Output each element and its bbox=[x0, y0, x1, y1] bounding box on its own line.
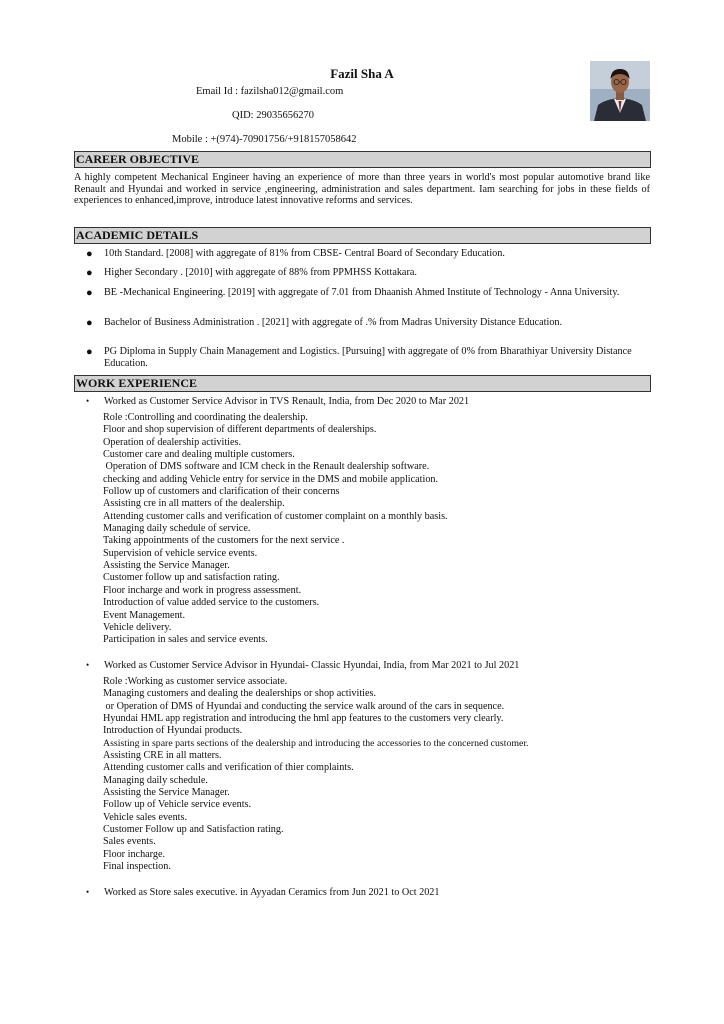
responsibility-line: Managing daily schedule. bbox=[103, 774, 208, 786]
bullet-icon: • bbox=[86, 660, 90, 670]
responsibility-line: checking and adding Vehicle entry for service in the DMS and mobile application. bbox=[103, 473, 439, 485]
responsibility-line: Introduction of value added service to the customers. bbox=[103, 597, 320, 609]
academic-item: Higher Secondary . [2010] with aggregate of 88% from PPMHSS Kottakara. bbox=[104, 267, 417, 278]
profile-photo-image bbox=[590, 61, 650, 121]
bullet-icon: • bbox=[86, 887, 90, 897]
mobile-line: Mobile : +(974)-70901756/+918157058642 bbox=[172, 134, 357, 145]
job2-responsibilities bbox=[103, 676, 663, 874]
academic-details-heading: ACADEMIC DETAILS bbox=[74, 227, 651, 244]
academic-item: Bachelor of Business Administration . [2021] with aggregate of .% from Madras University Distance Education. bbox=[104, 317, 563, 328]
responsibility-line: Introduction of Hyundai products. bbox=[103, 725, 243, 737]
qid-line: QID: 29035656270 bbox=[232, 110, 314, 121]
responsibility-line: Role :Working as customer service associate. bbox=[103, 676, 288, 687]
responsibility-line: Floor incharge and work in progress assessment. bbox=[103, 584, 302, 596]
responsibility-line: Assisting the Service Manager. bbox=[103, 560, 230, 572]
responsibility-line: Vehicle sales events. bbox=[103, 811, 188, 823]
responsibility-line: Assisting cre in all matters of the dealership. bbox=[103, 498, 285, 510]
work-experience-heading: WORK EXPERIENCE bbox=[74, 375, 651, 392]
responsibility-line: Customer care and dealing multiple customers. bbox=[103, 449, 295, 461]
job1-responsibilities bbox=[103, 412, 663, 647]
responsibility-line: Attending customer calls and verification of thier complaints. bbox=[103, 762, 354, 774]
responsibility-line: Vehicle delivery. bbox=[103, 621, 172, 633]
responsibility-line: Hyundai HML app registration and introducing the hml app features to the customers very clearly. bbox=[103, 713, 504, 725]
responsibility-line: Event Management. bbox=[103, 609, 186, 621]
responsibility-line: Follow up of customers and clarification of their concerns bbox=[103, 486, 340, 498]
responsibility-line: Taking appointments of the customers for the next service . bbox=[103, 535, 345, 547]
bullet-icon: ● bbox=[86, 287, 93, 299]
candidate-name: Fazil Sha A bbox=[330, 66, 394, 81]
bullet-icon: ● bbox=[86, 248, 93, 260]
bullet-icon: ● bbox=[86, 346, 93, 358]
responsibility-line: Floor and shop supervision of different departments of dealerships. bbox=[103, 424, 377, 436]
responsibility-line: Supervision of vehicle service events. bbox=[103, 547, 258, 559]
job-title: Worked as Customer Service Advisor in Hyundai- Classic Hyundai, India, from Mar 2021 to Jul 2021 bbox=[104, 660, 520, 671]
career-objective-text: A highly competent Mechanical Engineer having an experience of more than three years in world's most popular automotive brand like Renault and Hyundai and worked in service ,engineering, administration and sales department. Iam searching for jobs in these fields of experiences to enhanced,improve, introduce latest innovative reforms and services. bbox=[74, 172, 650, 207]
responsibility-line: Sales events. bbox=[103, 836, 156, 848]
responsibility-line: Final inspection. bbox=[103, 861, 171, 873]
responsibility-line: or Operation of DMS of Hyundai and conducting the service walk around of the cars in sequence. bbox=[103, 700, 505, 712]
bullet-icon: • bbox=[86, 396, 90, 406]
bullet-icon: ● bbox=[86, 267, 93, 279]
responsibility-line: Participation in sales and service events. bbox=[103, 634, 268, 646]
bullet-icon: ● bbox=[86, 317, 93, 329]
job-title: Worked as Store sales executive. in Ayyadan Ceramics from Jun 2021 to Oct 2021 bbox=[104, 887, 440, 898]
responsibility-line: Attending customer calls and verification of customer complaint on a monthly basis. bbox=[103, 510, 448, 522]
career-objective-heading: CAREER OBJECTIVE bbox=[74, 151, 651, 168]
responsibility-line: Customer follow up and satisfaction rating. bbox=[103, 572, 280, 584]
academic-item: PG Diploma in Supply Chain Management and Logistics. [Pursuing] with aggregate of 0% from Bharathiyar University Distance Education. bbox=[104, 346, 632, 369]
responsibility-line: Managing customers and dealing the dealerships or shop activities. bbox=[103, 688, 377, 700]
responsibility-line: Assisting in spare parts sections of the dealership and introducing the accessories to the concerned customer. bbox=[103, 737, 529, 749]
academic-item: 10th Standard. [2008] with aggregate of 81% from CBSE- Central Board of Secondary Education. bbox=[104, 248, 505, 259]
responsibility-line: Managing daily schedule of service. bbox=[103, 523, 251, 535]
responsibility-line: Assisting the Service Manager. bbox=[103, 787, 230, 799]
responsibility-line: Role :Controlling and coordinating the dealership. bbox=[103, 412, 308, 423]
responsibility-line: Operation of DMS software and ICM check in the Renault dealership software. bbox=[103, 461, 430, 473]
responsibility-line: Follow up of Vehicle service events. bbox=[103, 799, 252, 811]
responsibility-line: Operation of dealership activities. bbox=[103, 436, 242, 448]
email-line: Email Id : fazilsha012@gmail.com bbox=[196, 86, 344, 97]
responsibility-line: Floor incharge. bbox=[103, 848, 166, 860]
profile-photo bbox=[590, 61, 650, 121]
job-title: Worked as Customer Service Advisor in TVS Renault, India, from Dec 2020 to Mar 2021 bbox=[104, 396, 470, 407]
responsibility-line: Customer Follow up and Satisfaction rating. bbox=[103, 824, 284, 836]
responsibility-line: Assisting CRE in all matters. bbox=[103, 750, 222, 762]
academic-item: BE -Mechanical Engineering. [2019] with aggregate of 7.01 from Dhaanish Ahmed Institute of Technology - Anna University. bbox=[104, 287, 620, 298]
